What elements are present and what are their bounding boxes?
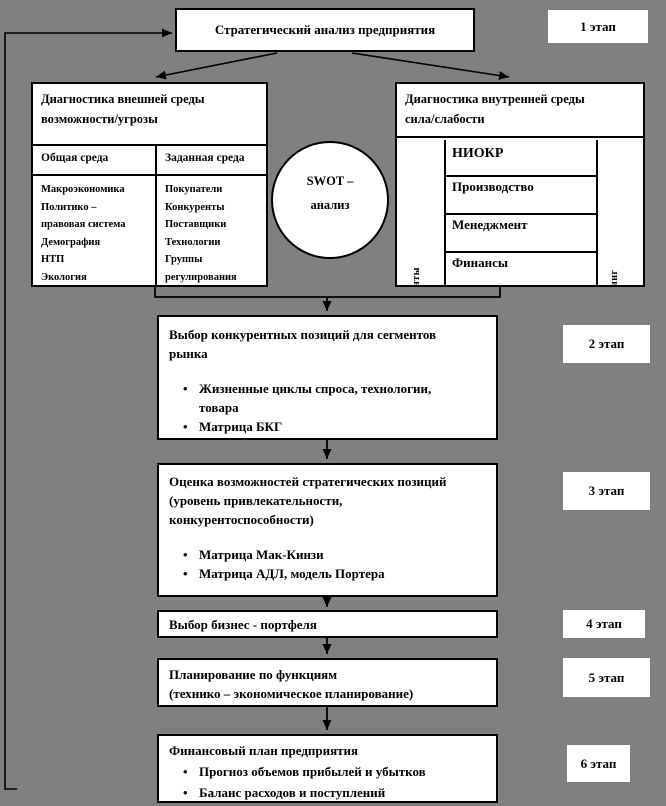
list-item: Технологии xyxy=(165,236,221,248)
list-item: Поставщики xyxy=(165,219,227,230)
stage-label-2: 2 этап xyxy=(563,325,650,363)
internal-right-vertical-text: инг xyxy=(609,269,620,287)
list-item: Экология xyxy=(41,271,87,283)
swot-line1: SWOT – xyxy=(306,173,354,188)
bullet-item: • Прогноз объемов прибылей и убытков xyxy=(169,761,486,782)
row-divider xyxy=(444,175,598,177)
swot-line2: анализ xyxy=(310,197,350,212)
stage6-title: Финансовый план предприятия xyxy=(169,743,359,758)
stage3-box xyxy=(157,463,498,597)
external-column-headers xyxy=(33,144,266,176)
arrow-to-external-box xyxy=(156,53,277,77)
stage-label-4: 4 этап xyxy=(563,610,645,638)
stage5-box xyxy=(157,658,498,707)
internal-row-niokr: НИОКР xyxy=(452,146,504,161)
bullet-item: • Матрица БКГ xyxy=(183,419,283,434)
bullet-icon: • xyxy=(183,764,188,779)
internal-box-title: Диагностика внутренней среды сила/слабости xyxy=(397,84,643,138)
stage-label-6: 6 этап xyxy=(567,745,630,782)
list-item: правовая система xyxy=(41,219,126,230)
list-item: регулирования xyxy=(165,271,237,283)
list-item: Конкуренты xyxy=(165,201,225,213)
stage-label-3: 3 этап xyxy=(563,472,650,510)
stage-label-5: 5 этап xyxy=(563,658,650,697)
list-item: Группы xyxy=(165,254,203,265)
row-divider xyxy=(444,213,598,215)
stage4-box xyxy=(157,610,498,638)
bullet-icon: • xyxy=(183,566,188,581)
stage6-bullets xyxy=(169,761,486,803)
bullet-item: • Баланс расходов и поступлений xyxy=(169,782,486,803)
stage3-title: Оценка возможностей стратегических позиций (уровень привлекательности, конкурентоспособности) xyxy=(169,474,447,527)
task-environment-list xyxy=(157,176,266,285)
list-item: Политико – xyxy=(41,201,97,213)
stage2-bullets xyxy=(169,379,486,436)
bullet-item: • Матрица Мак-Кинзи xyxy=(183,547,324,562)
list-item: Макроэкономика xyxy=(41,184,125,195)
bullet-item: • Матрица АДЛ, модель Портера xyxy=(183,566,385,581)
bullet-icon: • xyxy=(183,785,188,800)
stage5-title-line2: (технико – экономическое планирование) xyxy=(169,686,414,701)
internal-left-vertical-text: нты xyxy=(411,267,422,287)
stage2-title: Выбор конкурентных позиций для сегментов рынка xyxy=(169,327,437,361)
stage3-bullets xyxy=(169,545,486,583)
internal-environment-box xyxy=(395,82,645,287)
external-box-title: Диагностика внешней среды возможности/угрозы xyxy=(41,92,205,126)
swot-analysis-circle xyxy=(271,141,389,259)
top-box-strategic-analysis xyxy=(175,8,475,52)
bullet-icon: • xyxy=(183,419,188,434)
stage4-title: Выбор бизнес - портфеля xyxy=(169,616,317,632)
stage5-title-line1: Планирование по функциям xyxy=(169,667,338,682)
stage-label-1: 1 этап xyxy=(548,10,648,43)
general-environment-list xyxy=(33,176,157,285)
external-environment-box xyxy=(31,82,268,287)
stage6-box xyxy=(157,734,498,803)
list-item: Демография xyxy=(41,236,101,248)
task-environment-header: Заданная среда xyxy=(165,152,245,164)
list-item: Покупатели xyxy=(165,184,223,195)
list-item: НТП xyxy=(41,254,65,265)
row-divider xyxy=(444,251,598,253)
bullet-item: • Жизненные циклы спроса, технологии, товара xyxy=(183,381,432,415)
top-box-title: Стратегический анализ предприятия xyxy=(214,22,436,37)
external-columns-body xyxy=(33,176,266,285)
arrow-to-internal-box xyxy=(352,53,509,77)
internal-row-finance: Финансы xyxy=(452,255,509,270)
merge-connector xyxy=(155,286,500,297)
general-environment-header: Общая среда xyxy=(33,146,157,174)
stage2-box xyxy=(157,315,498,440)
bullet-icon: • xyxy=(183,547,188,562)
internal-row-management: Менеджмент xyxy=(452,217,528,232)
bullet-icon: • xyxy=(183,381,188,396)
internal-row-production: Производство xyxy=(452,179,534,194)
